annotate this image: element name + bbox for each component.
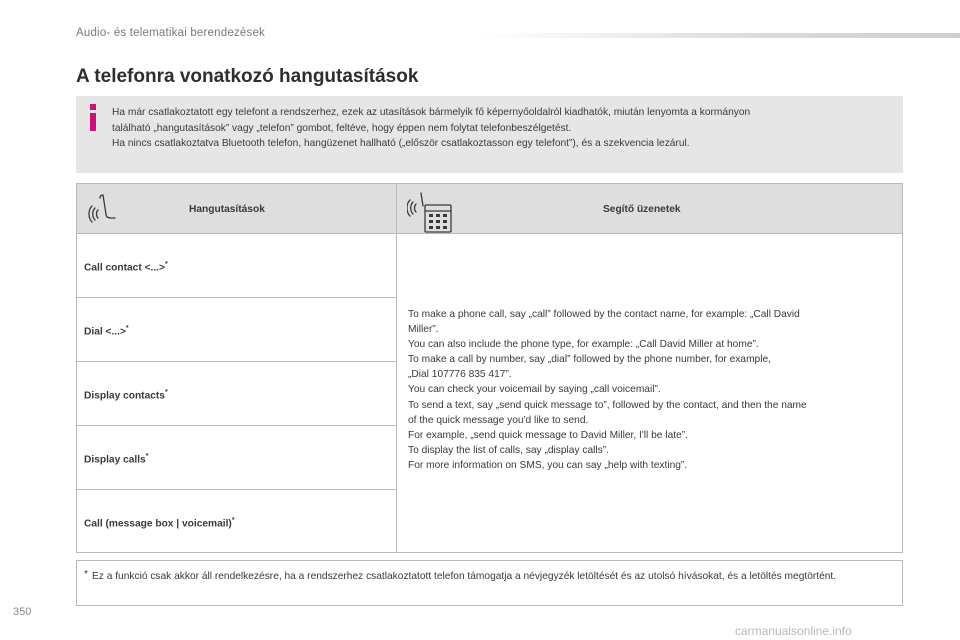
table-header <box>77 184 902 234</box>
command-rows <box>77 234 397 552</box>
info-line: Ha nincs csatlakoztatva Bluetooth telefon, hangüzenet hallható („először csatlakoztasson egy telefont”), és a szekvencia lezárul. <box>112 138 690 149</box>
info-line: található „hangutasítások” vagy „telefon” gombot, feltéve, hogy éppen nem folytat telefonbeszélgetést. <box>112 122 572 134</box>
page-number: 350 <box>13 606 32 618</box>
help-line: To make a call by number, say „dial” followed by the phone number, for example, <box>408 354 771 366</box>
header-commands <box>77 184 397 234</box>
help-line: To display the list of calls, say „display calls”. <box>408 444 609 456</box>
page-title: A telefonra vonatkozó hangutasítások <box>76 66 419 87</box>
help-line: Miller”. <box>408 324 439 336</box>
voice-help-menu-icon <box>407 190 455 234</box>
command-label: Display contacts* <box>84 389 168 402</box>
voice-command-icon <box>87 190 121 224</box>
footnote-box <box>76 560 903 606</box>
help-line: You can check your voicemail by saying „call voicemail”. <box>408 384 661 396</box>
help-line: „Dial 107776 835 417”. <box>408 369 512 381</box>
info-line: Ha már csatlakoztatott egy telefont a rendszerhez, ezek az utasítások bármelyik fő képernyőoldalról kiadhatók, miután lenyomta a kormányon <box>112 107 751 118</box>
command-label: Call (message box | voicemail)* <box>84 517 235 530</box>
help-line: You can also include the phone type, for example: „Call David Miller at home”. <box>408 339 759 351</box>
help-line: For more information on SMS, you can say „help with texting”. <box>408 459 688 471</box>
header-gradient-bar <box>478 33 960 38</box>
command-label: Dial <...>* <box>84 325 129 338</box>
help-line: For example, „send quick message to David Miller, I'll be late”. <box>408 429 688 441</box>
header-commands-label: Hangutasítások <box>189 204 265 215</box>
footnote-star: * <box>84 569 88 580</box>
command-label: Call contact <...>* <box>84 261 168 274</box>
footnote-text: Ez a funkció csak akkor áll rendelkezésre, ha a rendszerhez csatlakoztatott telefon támogatja a névjegyzék letöltését és az utolsó hívásokat, és a letöltés megtörtént. <box>92 571 837 582</box>
header-help <box>397 184 902 234</box>
table-row <box>77 362 396 426</box>
header-help-label: Segítő üzenetek <box>603 204 681 215</box>
table-row <box>77 426 396 490</box>
info-box <box>76 96 903 173</box>
table-row <box>77 298 396 362</box>
help-line: To make a phone call, say „call” followed by the contact name, for example: „Call David <box>408 309 800 320</box>
help-text <box>408 307 898 473</box>
table-row <box>77 490 396 552</box>
running-header: Audio- és telematikai berendezések <box>76 27 265 39</box>
help-messages-cell <box>397 234 902 552</box>
info-icon <box>86 104 100 134</box>
help-line: of the quick message you'd like to send. <box>408 414 589 426</box>
command-label: Display calls* <box>84 453 149 466</box>
watermark: carmanualsonline.info <box>735 624 852 638</box>
voice-command-table <box>76 183 903 553</box>
info-text <box>112 105 897 152</box>
table-row <box>77 234 396 298</box>
help-line: To send a text, say „send quick message to”, followed by the contact, and then the name <box>408 399 807 411</box>
